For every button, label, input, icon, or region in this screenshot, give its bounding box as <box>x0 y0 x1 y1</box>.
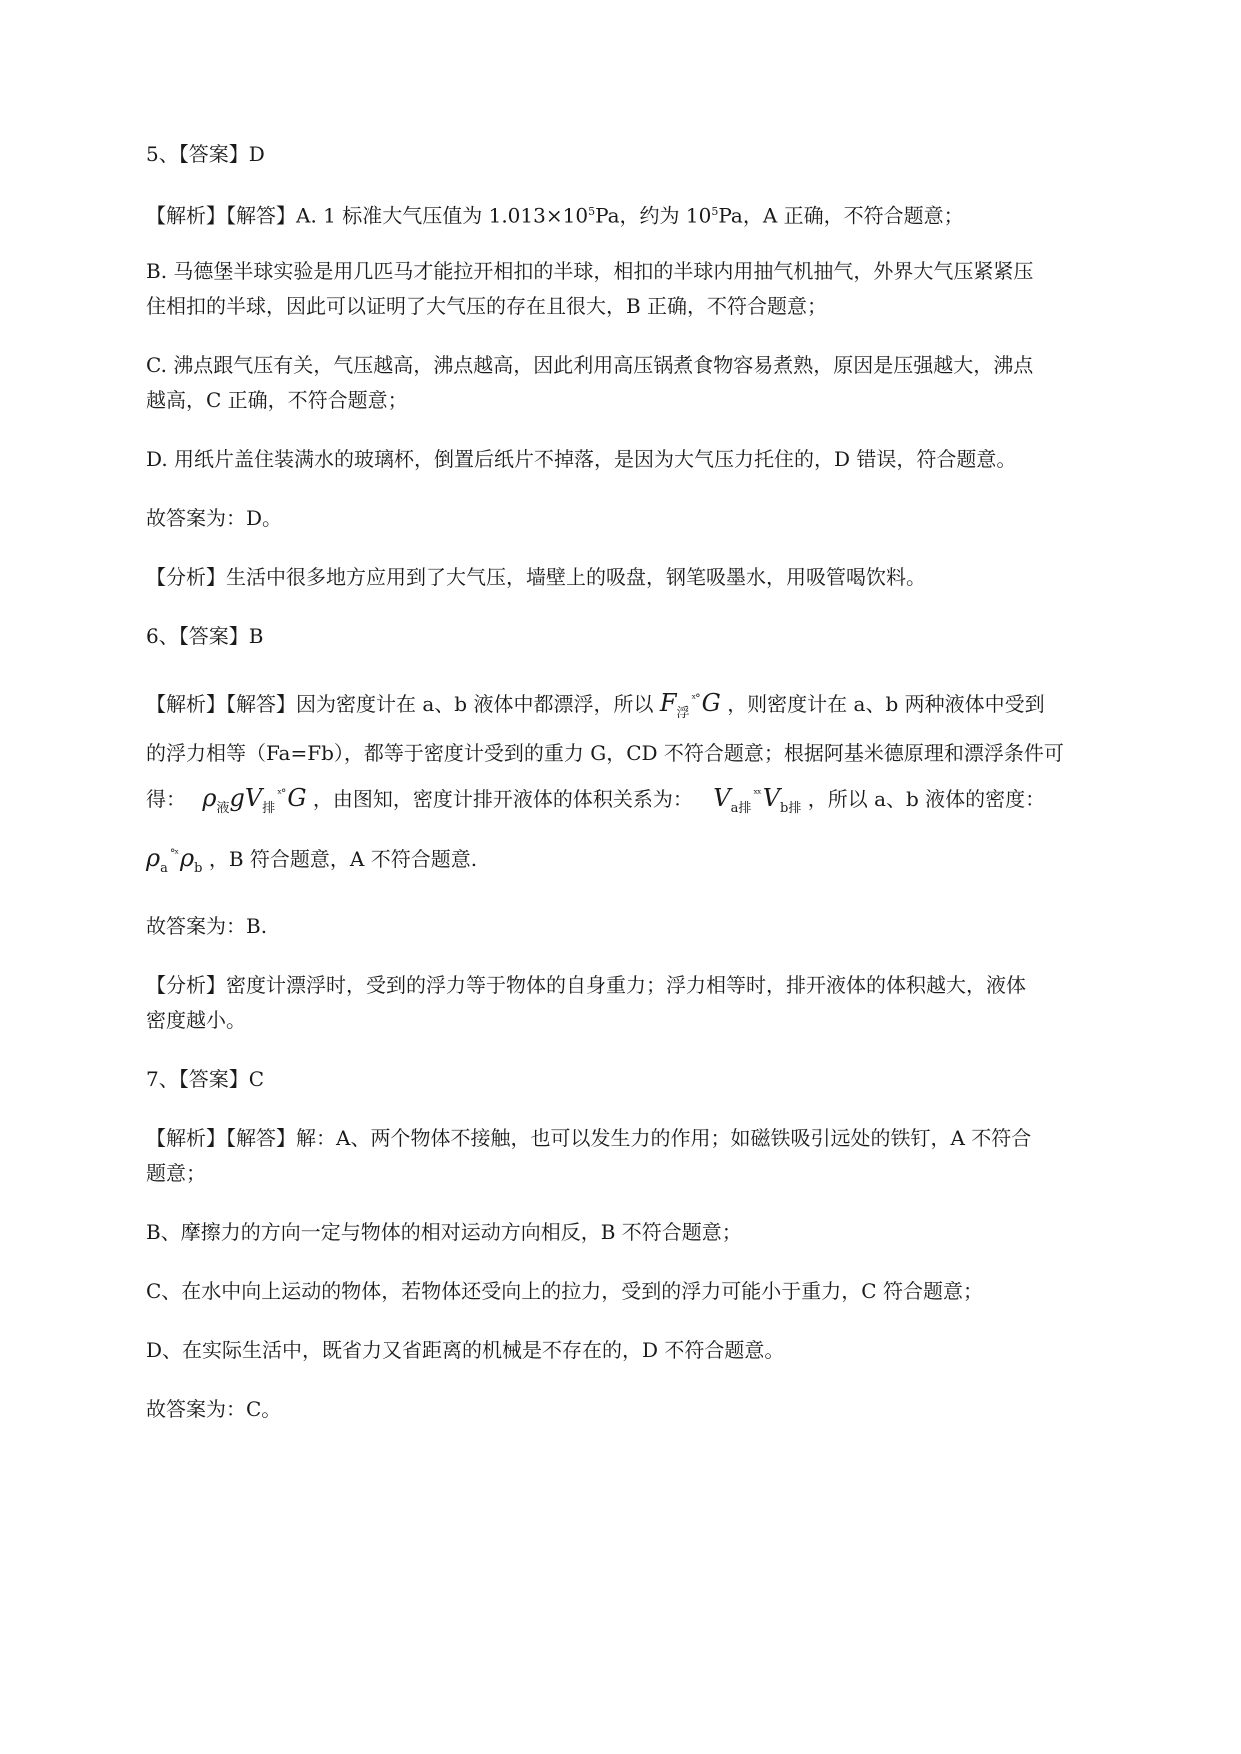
q5-b-line-2: 住相扣的半球，因此可以证明了大气压的存在且很大，B 正确，不符合题意； <box>146 294 828 318</box>
q6-vb-symbol: V <box>762 784 781 812</box>
q6-density-relation <box>146 844 203 876</box>
q7-conclusion: 故答案为：C。 <box>146 1397 282 1421</box>
q5-analysis-a <box>146 197 1146 231</box>
q6-g-symbol: G <box>287 784 307 812</box>
q6-l3-mid: ，由图知，密度计排开液体的体积关系为： <box>312 787 693 811</box>
q6-rho-a-symbol: ρ <box>146 844 161 872</box>
q6-buoyancy-equation <box>659 689 721 721</box>
q6-volume-relation <box>713 784 802 816</box>
q6-summary-line-1: 【分析】密度计漂浮时，受到的浮力等于物体的自身重力；浮力相等时，排开液体的体积越大，液体 <box>146 973 1026 997</box>
q5-exponent-1: 5 <box>588 205 596 218</box>
q6-l1-text: 【解析】【解答】因为密度计在 a、b 液体中都漂浮，所以 <box>146 692 654 716</box>
q5-b-line-1: B. 马德堡半球实验是用几匹马才能拉开相扣的半球，相扣的半球内用抽气机抽气，外界大气压紧紧压 <box>146 259 1034 283</box>
q7-a-line-2: 题意； <box>146 1161 206 1185</box>
q7-answer: 7、【答案】C <box>146 1067 265 1091</box>
q5-c-line-2: 越高，C 正确，不符合题意； <box>146 388 408 412</box>
q6-l1-tail: ，则密度计在 a、b 两种液体中受到 <box>727 692 1045 716</box>
q6-rho-b-symbol: ρ <box>180 844 195 872</box>
q6-rho-symbol: ρ <box>202 784 217 812</box>
q5-conclusion: 故答案为：D。 <box>146 506 283 530</box>
q5-c-line-1: C. 沸点跟气压有关，气压越高，沸点越高，因此利用高压锅煮食物容易煮熟，原因是压强越大，沸点 <box>146 353 1034 377</box>
q6-archimedes-equation <box>202 784 307 816</box>
q6-l3-tail: ，所以 a、b 液体的密度： <box>807 787 1046 811</box>
q6-gravity-symbol: G <box>701 689 721 717</box>
q6-summary-line-2: 密度越小。 <box>146 1008 246 1032</box>
q6-va-symbol: V <box>713 784 731 812</box>
q6-va-subscript: a排 <box>730 800 752 816</box>
q6-l4-tail: ，B 符合题意，A 不符合题意. <box>208 847 478 871</box>
q6-answer: 6、【答案】B <box>146 624 264 648</box>
q6-force-symbol: F <box>659 689 677 717</box>
q5-analysis-intro-b: Pa，约为 10 <box>595 203 712 228</box>
q6-force-subscript: 浮 <box>676 705 690 721</box>
q6-relation-symbol-3: ˣˣ <box>753 787 761 800</box>
q5-summary: 【分析】生活中很多地方应用到了大气压，墙壁上的吸盘，钢笔吸墨水，用吸管喝饮料。 <box>146 565 926 589</box>
q7-a-line-1: 【解析】【解答】解：A、两个物体不接触，也可以发生力的作用；如磁铁吸引远处的铁钉，A 不符合 <box>146 1126 1032 1150</box>
q7-d-line: D、在实际生活中，既省力又省距离的机械是不存在的，D 不符合题意。 <box>146 1338 785 1362</box>
q6-v-subscript: 排 <box>262 800 276 816</box>
q6-l3-head: 得： <box>146 787 186 811</box>
q5-analysis-intro-c: Pa，A 正确，不符合题意； <box>718 203 964 228</box>
q5-answer: 5、【答案】D <box>146 142 265 166</box>
q6-relation-symbol-4: °ˣ <box>169 847 179 860</box>
q6-gv-symbol: gV <box>229 784 263 812</box>
q6-relation-symbol-2: ˣ° <box>277 787 286 800</box>
q5-analysis-intro-a: 【解析】【解答】A. 1 标准大气压值为 1.013×10 <box>146 203 589 228</box>
q7-c-line: C、在水中向上运动的物体，若物体还受向上的拉力，受到的浮力可能小于重力，C 符合题意； <box>146 1279 983 1303</box>
q5-exponent-2: 5 <box>711 205 719 218</box>
q6-vb-subscript: b排 <box>780 800 802 816</box>
q6-line-2: 的浮力相等（Fa=Fb），都等于密度计受到的重力 G，CD 不符合题意；根据阿基米德原理和漂浮条件可 <box>146 741 1064 765</box>
q6-rho-subscript: 液 <box>216 800 230 816</box>
q6-rho-a-subscript: a <box>160 860 168 876</box>
q6-line-1 <box>146 688 1146 729</box>
q6-line-3 <box>146 783 1146 824</box>
q5-d-line: D. 用纸片盖住装满水的玻璃杯，倒置后纸片不掉落，是因为大气压力托住的，D 错误，符合题意。 <box>146 447 1017 471</box>
q6-relation-symbol: ˣ° <box>691 692 700 705</box>
q7-b-line: B、摩擦力的方向一定与物体的相对运动方向相反，B 不符合题意； <box>146 1220 742 1244</box>
q6-line-4 <box>146 843 1146 884</box>
q6-rho-b-subscript: b <box>194 860 203 876</box>
q6-conclusion: 故答案为：B. <box>146 914 268 938</box>
